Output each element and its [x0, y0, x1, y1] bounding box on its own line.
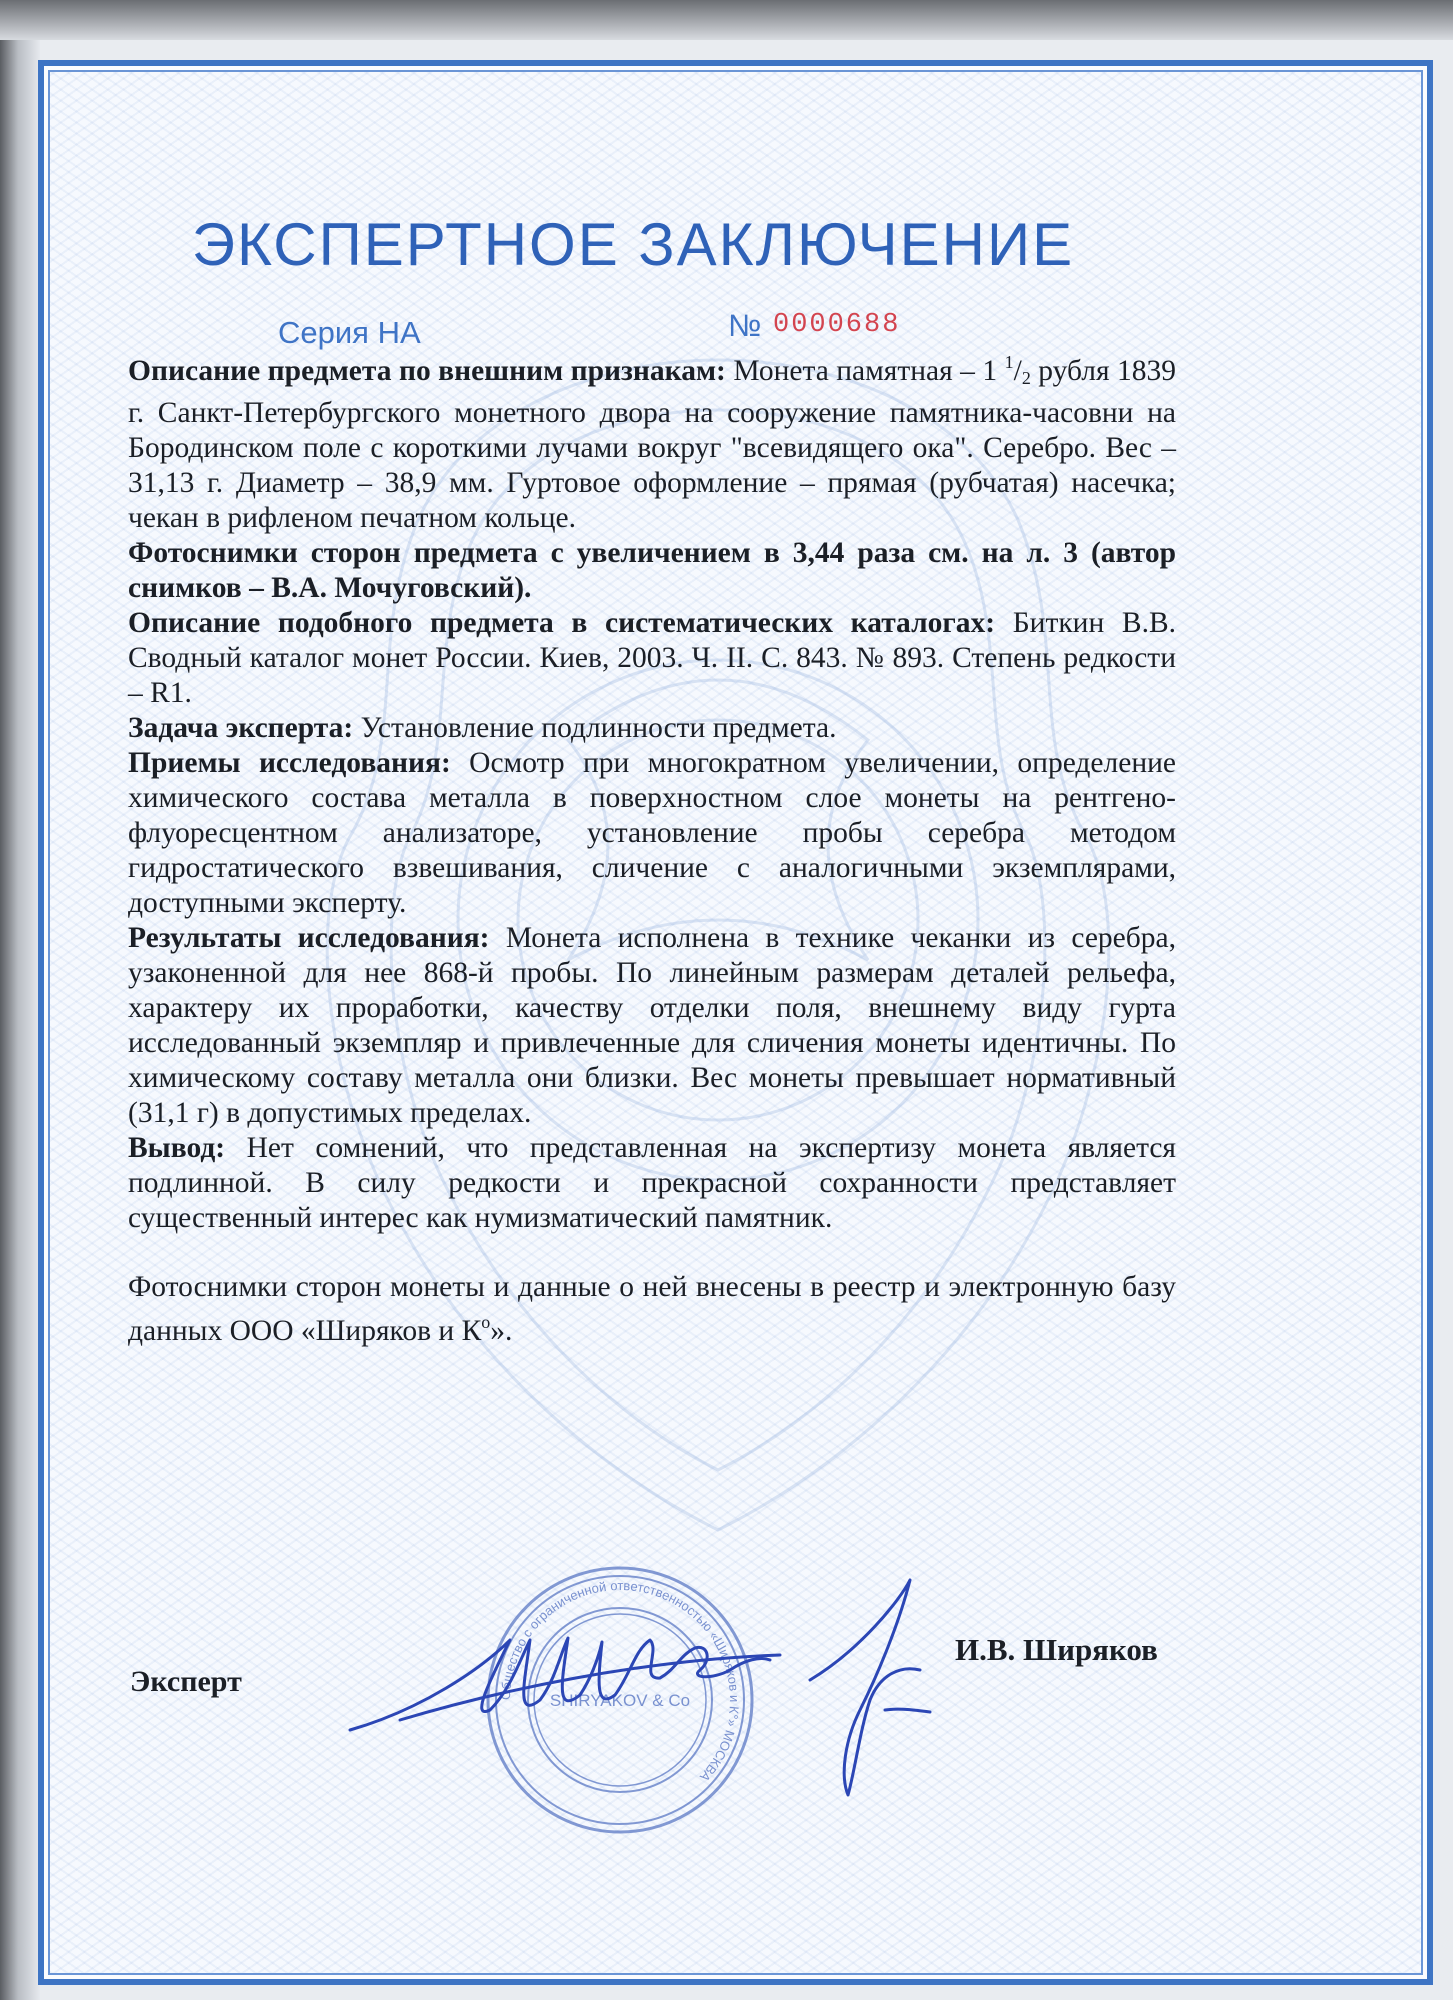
- certificate-body: [128, 345, 1176, 1349]
- section-photos: [128, 536, 1176, 606]
- registry-text-end: ».: [490, 1315, 513, 1347]
- registry-text: Фотоснимки сторон монеты и данные о ней внесены в реестр и электронную базу данных ООО «Ширяков и К: [128, 1271, 1176, 1347]
- document-series: Серия НА: [278, 315, 421, 350]
- document-title: ЭКСПЕРТНОЕ ЗАКЛЮЧЕНИЕ: [191, 211, 1075, 278]
- document-number-label: №: [728, 308, 762, 343]
- section-label: Результаты исследования:: [128, 922, 490, 954]
- section-label: Фотоснимки сторон предмета с увеличением в 3,44 раза см. на л. 3 (автор снимков – В.А. Мочуговский).: [128, 537, 1176, 604]
- fraction-numerator: 1: [1004, 352, 1014, 372]
- section-task: [128, 711, 1176, 746]
- registry-superscript: о: [481, 1312, 491, 1332]
- fraction-denominator: 2: [1021, 368, 1031, 388]
- section-text: Монета исполнена в технике чеканки из серебра, узаконенной для нее 868-й пробы. По линейным размерам деталей рельефа, характеру их проработки, качеству отделки поля, внешнему виду гурта исследованный экземпляр и привлеченные для сличения монеты идентичны. По химическому составу металла они близки. Вес монеты превышает нормативный (31,1 г) в допустимых пределах.: [128, 922, 1177, 1129]
- section-label: Описание предмета по внешним признакам:: [128, 355, 726, 387]
- section-label: Задача эксперта:: [128, 712, 354, 744]
- section-label: Описание подобного предмета в систематических каталогах:: [128, 607, 996, 639]
- section-label: Вывод:: [128, 1132, 226, 1164]
- section-text: Монета памятная – 1: [733, 355, 998, 387]
- section-text: Биткин В.В. Сводный каталог монет России. Киев, 2003. Ч. II. С. 843. № 893. Степень редкости – R1.: [128, 607, 1176, 709]
- document-number: 0000688: [773, 310, 901, 340]
- section-text: Осмотр при многократном увеличении, определение химического состава металла в поверхностном слое монеты на рентгено-флуоресцентном анализаторе, установление пробы серебра методом гидростатического взвешивания, сличение с аналогичными экземплярами, доступными эксперту.: [128, 747, 1177, 919]
- section-catalogs: [128, 606, 1176, 711]
- section-text: Установление подлинности предмета.: [360, 712, 837, 744]
- section-conclusion: [128, 1131, 1176, 1236]
- scan-top-edge: [0, 0, 1453, 40]
- stamp-center-text: SHIRYAKOV & Co: [549, 1691, 691, 1710]
- registry-note: [128, 1270, 1176, 1349]
- fraction-slash: /: [1013, 355, 1022, 387]
- section-label: Приемы исследования:: [128, 747, 451, 779]
- section-methods: [128, 746, 1176, 921]
- book-binding-edge: [0, 0, 40, 2000]
- section-results: [128, 921, 1176, 1131]
- stamp-ring-text: Общество с ограниченной ответственностью «Ширяков и К°» МОСКВА: [497, 1577, 743, 1785]
- section-text: Нет сомнений, что представленная на экспертизу монета является подлинной. В силу редкости и прекрасной сохранности представляет существенный интерес как нумизматический памятник.: [128, 1132, 1177, 1234]
- expert-signature: [340, 1560, 960, 1800]
- expert-label: Эксперт: [130, 1665, 242, 1698]
- expert-name: И.В. Ширяков: [955, 1632, 1158, 1667]
- section-description: [128, 345, 1176, 536]
- section-text: рубля 1839 г. Санкт-Петербургского монетного двора на сооружение памятника-часовни на Бородинском поле с короткими лучами вокруг "всевидящего ока". Серебро. Вес – 31,13 г. Диаметр – 38,9 мм. Гуртовое оформление – прямая (рубчатая) насечка; чекан в рифленом печатном кольце.: [128, 355, 1177, 534]
